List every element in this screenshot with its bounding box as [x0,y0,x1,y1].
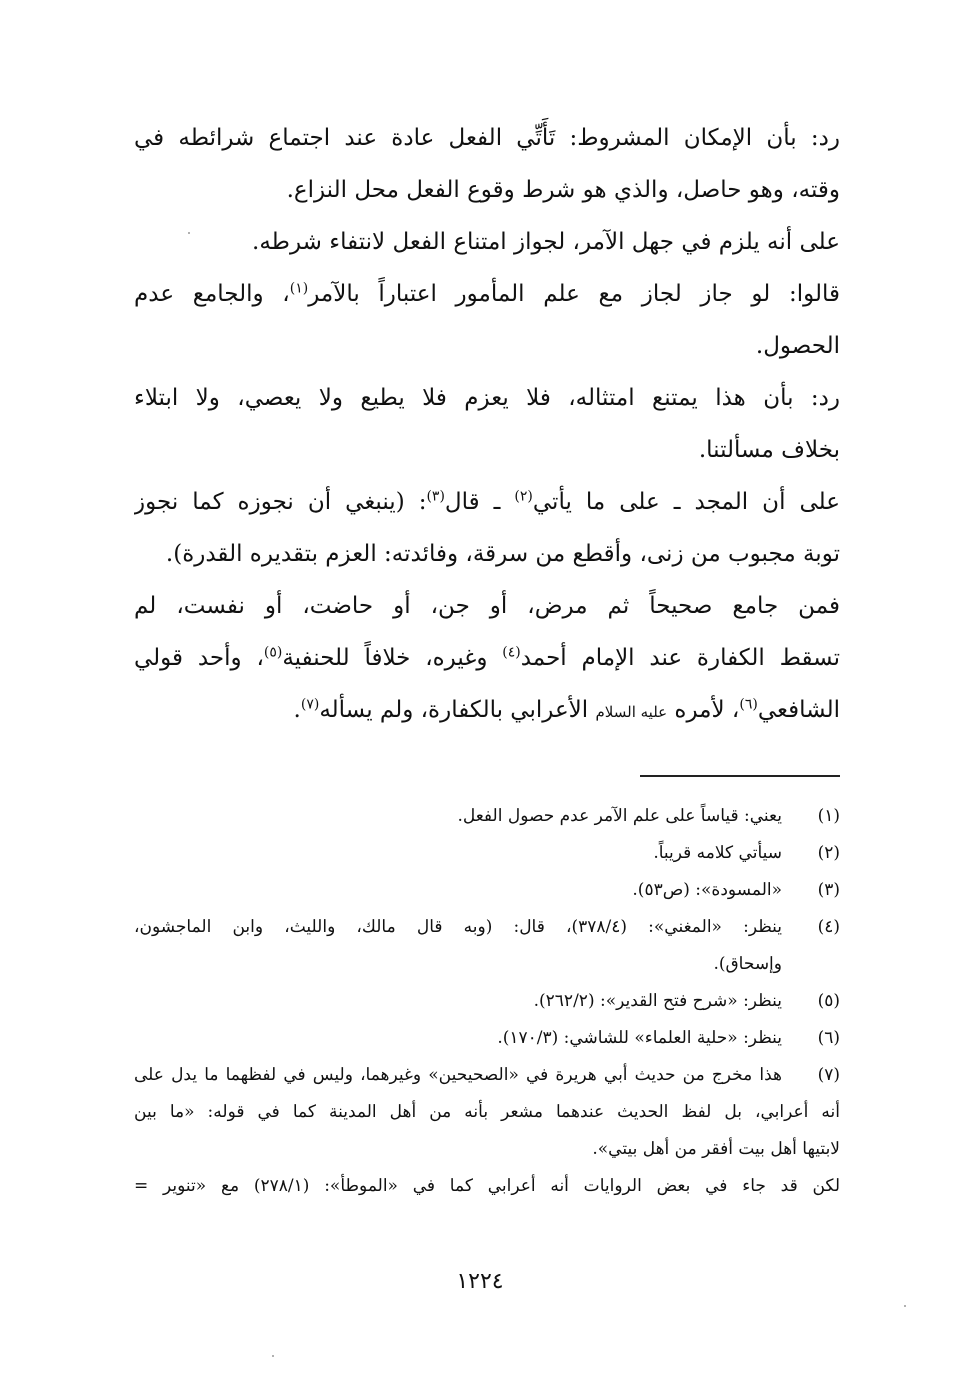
footnote-4 [134,909,840,946]
footnote-4-continuation [134,946,840,983]
footnote-3 [134,872,840,909]
footnote-ref-6: (٦) [739,696,758,713]
body-line-4: قالوا: لو جاز لجاز مع علم المأمور اعتباراً بالآمر$^{(١)}$، والجامع عدم [134,280,840,307]
body-line-12: الشافعي$^{(٦)}$، لأمره عليه السلام الأعرابي بالكفارة، ولم يسأله$^{(٧)}$. [293,696,840,723]
footnote-number: (٦) [817,1028,840,1048]
body-line-11: تسقط الكفارة عند الإمام أحمد$^{(٤)}$ وغيره، خلافاً للحنفية$^{(٥)}$، وأحد قولي [134,644,840,671]
footnote-text: ينظر: «حلية العلماء» للشاشي: (١٧٠/٣). [497,1028,782,1048]
body-line-7: بخلاف مسألتنا. [698,437,840,463]
footnote-number: (١) [817,806,840,826]
body-line-10: فمن جامع صحيحاً ثم مرض، أو جن، أو حاضت، أو نفست، لم [134,593,840,619]
footnote-ref-7: (٧) [300,696,320,713]
footnotes [134,798,840,1205]
body-line-5: الحصول. [755,333,840,359]
footnote-text: يعني: قياساً على علم الآمر عدم حصول الفعل. [457,806,782,826]
scan-speck [904,1305,906,1307]
footnote-number: (٢) [817,843,840,863]
footnote-trailing-line [134,1168,840,1205]
footnote-2 [134,835,840,872]
footnote-text: «المسودة»: (ص٥٣). [632,880,782,900]
body-line-6: رد: بأن هذا يمتنع امتثاله، فلا يعزم فلا يطيع ولا يعصي، ولا ابتلاء [134,385,840,411]
footnote-number: (٥) [817,991,840,1011]
footnote-text: سيأتي كلامه قريباً. [653,843,782,863]
footnote-text: لكن قد جاء في بعض الروايات أنه أعرابي كما في «الموطأ»: (٢٧٨/١) مع «تنوير = [134,1176,840,1196]
body-line-3: على أنه يلزم في جهل الآمر، لجواز امتناع الفعل لانتفاء شرطه. [252,229,840,255]
footnote-text: ينظر: «شرح فتح القدير»: (٢٦٢/٢). [533,991,782,1011]
footnote-ref-3: (٣) [426,488,445,505]
body-line-9: توبة مجبوب من زنى، وأقطع من سرقة، وفائدته: العزم بتقديره القدرة). [165,541,840,567]
main-text [134,112,840,736]
footnote-number: (٧) [817,1065,840,1085]
footnote-ref-2: (٢) [514,488,533,505]
footnote-ref-5: (٥) [263,644,283,661]
footnote-number: (٣) [817,880,840,900]
footnote-text: أنه أعرابي، بل لفظ الحديث عندهما مشعر بأنه من أهل المدينة كما في قوله: «ما بين [134,1102,840,1122]
body-line-8: على أن المجد ـ على ما يأتي$^{(٢)}$ ـ قال$^{(٣)}$: (ينبغي أن نجوزه كما نجوز [134,488,840,515]
footnote-text: وإسحاق). [713,954,782,974]
footnote-7-continuation-1 [134,1094,840,1131]
footnote-number: (٤) [817,917,840,937]
footnote-text: ينظر: «المغني»: (٣٧٨/٤)، قال: (وبه قال مالك، والليث، وابن الماجشون، [134,917,782,937]
footnote-1 [134,798,840,835]
scan-speck [188,232,190,234]
footnote-ref-1: (١) [289,280,309,297]
body-line-1: رد: بأن الإمكان المشروط: تَأَتِّي الفعل عادة عند اجتماع شرائطه في [134,125,840,151]
footnote-7-continuation-2 [134,1131,840,1168]
footnote-ref-4: (٤) [502,644,521,661]
scan-speck [272,1355,274,1357]
footnote-text: لابتيها أهل بيت أفقر من أهل بيتي». [592,1139,840,1159]
honorific-ligature: عليه السلام [595,703,668,721]
footnote-7 [134,1057,840,1094]
footnote-5 [134,983,840,1020]
page-number: ١٢٢٤ [456,1269,504,1294]
body-line-2: وقته، وهو حاصل، والذي هو شرط وقوع الفعل محل النزاع. [286,177,840,203]
footnote-text: هذا مخرج من حديث أبي هريرة في «الصحيحين» وغيرهما، وليس في لفظهما ما يدل على [134,1065,782,1085]
footnote-separator [640,775,840,777]
footnote-6 [134,1020,840,1057]
